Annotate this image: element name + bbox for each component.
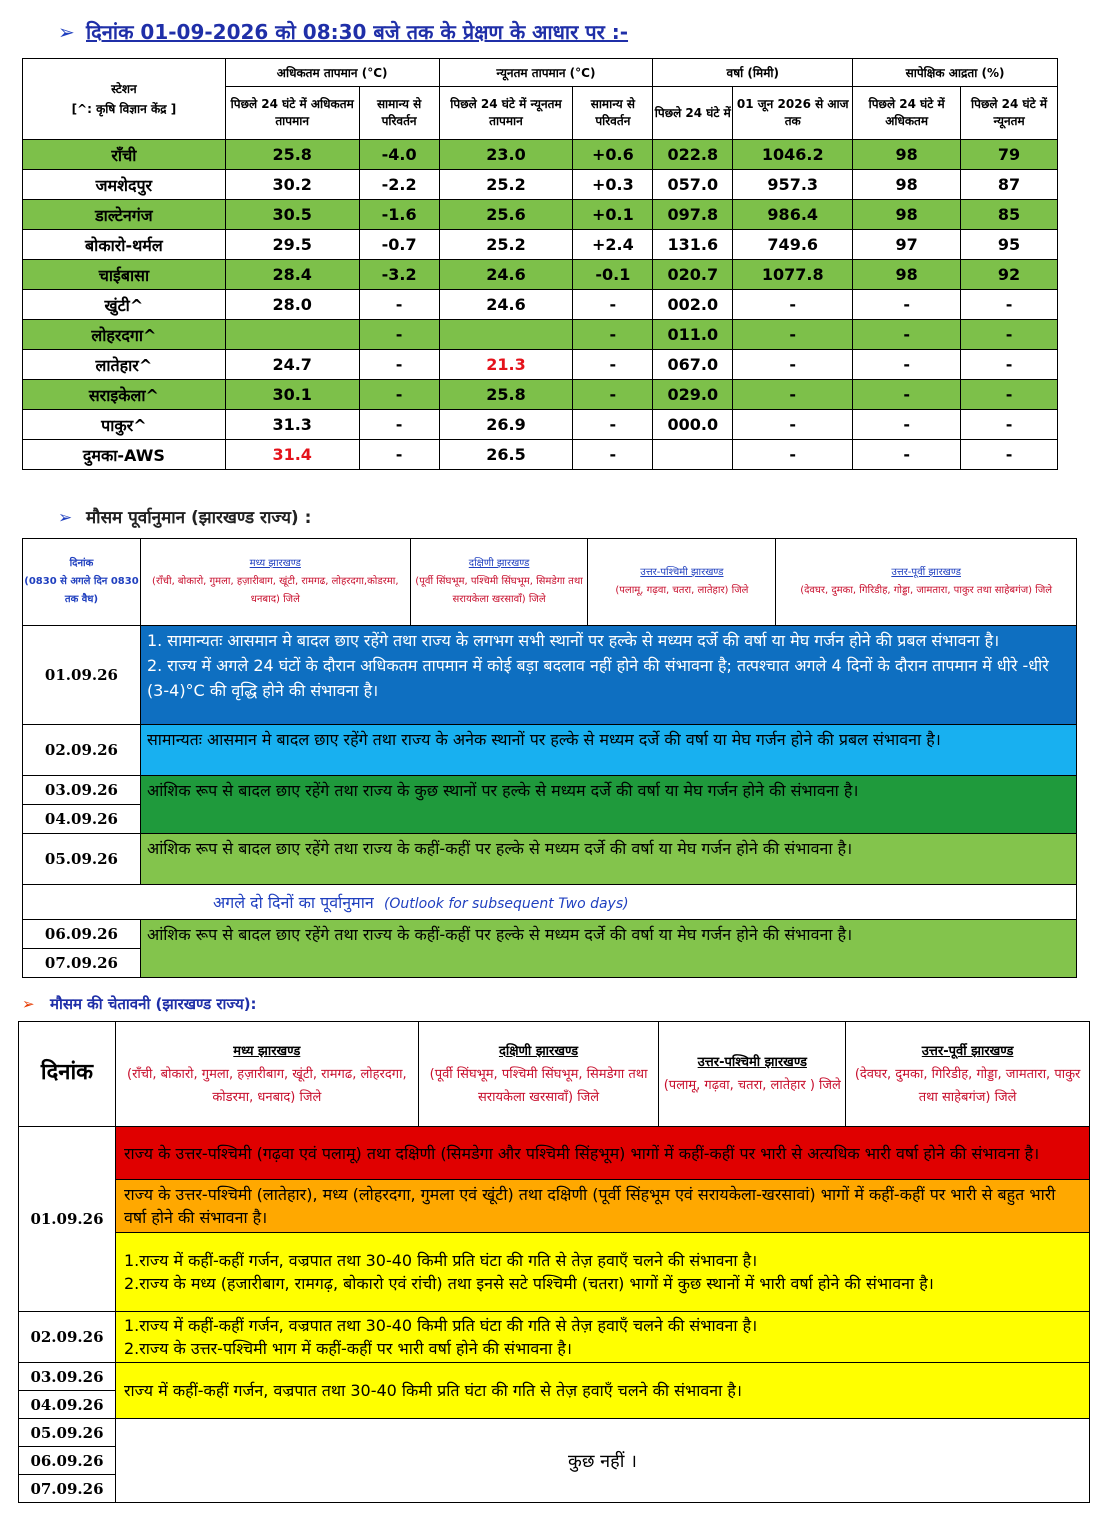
warning-region-central: मध्य झारखण्ड (राँची, बोकारो, गुमला, हज़ारीबाग, खूंटी, रामगढ, लोहरदगा, कोडरमा, धनबाद) जिले xyxy=(115,1022,418,1127)
station-row xyxy=(23,170,1058,200)
rh-max-cell: - xyxy=(853,410,961,440)
min-departure-cell: - xyxy=(573,440,653,470)
max-temp-cell: 30.2 xyxy=(225,170,359,200)
forecast-date-cell: 01.09.26 xyxy=(23,626,141,725)
min-temp-cell: 24.6 xyxy=(439,260,573,290)
max-temp-cell: 28.0 xyxy=(225,290,359,320)
warning-date-cell: 06.09.26 xyxy=(19,1447,116,1475)
max-departure-cell: - xyxy=(359,350,439,380)
rh-max-cell: - xyxy=(853,440,961,470)
forecast-date-cell: 05.09.26 xyxy=(23,834,141,885)
warning-heading: ➢ मौसम की चेतावनी (झारखण्ड राज्य): xyxy=(22,995,257,1013)
rh-max-cell: - xyxy=(853,320,961,350)
min-temp-cell: 25.6 xyxy=(439,200,573,230)
outlook-row: अगले दो दिनों का पूर्वानुमान (Outlook for subsequent Two days) xyxy=(23,885,1077,920)
max-departure-cell: -3.2 xyxy=(359,260,439,290)
station-row xyxy=(23,290,1058,320)
rh-min-cell: - xyxy=(961,320,1058,350)
warning-date-cell: 07.09.26 xyxy=(19,1475,116,1503)
rain-total-cell: - xyxy=(733,290,853,320)
min-temp-cell: 23.0 xyxy=(439,140,573,170)
rh-max-cell: 98 xyxy=(853,140,961,170)
forecast-date-cell: 06.09.26 xyxy=(23,920,141,949)
station-name-cell: पाकुर^ xyxy=(23,410,226,440)
forecast-text-cell: 1. सामान्यतः आसमान मे बादल छाए रहेंगे तथा राज्य के लगभग सभी स्थानों पर हल्के से मध्यम दर्जे की वर्षा या मेघ गर्जन होने की प्रबल संभावना है। 2. राज्य में अगले 24 घंटों के दौरान अधिकतम तापमान में कोई बड़ा बदलाव नहीं होने की संभावना है; तत्पश्चात अगले 4 दिनों के दौरान तापमान में धीरे -धीरे (3-4)°C की वृद्धि होने की संभावना है। xyxy=(140,626,1076,725)
min-departure-cell: - xyxy=(573,380,653,410)
rain-total-cell: 1077.8 xyxy=(733,260,853,290)
station-name-cell: जमशेदपुर xyxy=(23,170,226,200)
forecast-date-cell: 03.09.26 xyxy=(23,776,141,805)
station-row xyxy=(23,200,1058,230)
min-temp-group-header: न्यूनतम तापमान (°C) xyxy=(439,59,653,87)
station-name-cell: राँची xyxy=(23,140,226,170)
rh-max-cell: 98 xyxy=(853,260,961,290)
rain-24h-cell: 000.0 xyxy=(653,410,733,440)
rh-min-cell: 85 xyxy=(961,200,1058,230)
station-name-cell: बोकारो-थर्मल xyxy=(23,230,226,260)
humidity-group-header: सापेक्षिक आद्रता (%) xyxy=(853,59,1058,87)
rain-total-cell: 1046.2 xyxy=(733,140,853,170)
warning-date-header: दिनांक xyxy=(19,1022,116,1127)
min-departure-cell: +0.1 xyxy=(573,200,653,230)
warning-region-north-west: उत्तर-पश्चिमी झारखण्ड (पलामू, गढ़वा, चतरा, लातेहार ) जिले xyxy=(659,1022,846,1127)
station-row xyxy=(23,260,1058,290)
rain-total-cell: 957.3 xyxy=(733,170,853,200)
forecast-date-header: दिनांक (0830 से अगले दिन 0830 तक वैध) xyxy=(23,539,141,626)
min-temp-cell xyxy=(439,320,573,350)
rain-total-cell: - xyxy=(733,410,853,440)
min-departure-cell: - xyxy=(573,290,653,320)
min-departure-cell: -0.1 xyxy=(573,260,653,290)
max-temp-cell: 28.4 xyxy=(225,260,359,290)
min-departure-cell: +0.6 xyxy=(573,140,653,170)
min-temp-cell: 25.2 xyxy=(439,170,573,200)
warning-red-cell: राज्य के उत्तर-पश्चिमी (गढ़वा एवं पलामू) तथा दक्षिणी (सिमडेगा और पश्चिमी सिंहभूम) भागों में कहीं-कहीं पर भारी से अत्यधिक भारी वर्षा होने की संभावना है। xyxy=(115,1127,1089,1180)
warning-date-cell: 03.09.26 xyxy=(19,1363,116,1391)
subheader-rain-total: 01 जून 2026 से आज तक xyxy=(733,87,853,140)
station-name-cell: लोहरदगा^ xyxy=(23,320,226,350)
forecast-region-north-west: उत्तर-पश्चिमी झारखण्ड (पलामू, गढ़वा, चतरा, लातेहार) जिले xyxy=(588,539,776,626)
subheader-rain-24h: पिछले 24 घंटे में xyxy=(653,87,733,140)
forecast-heading: ➢ मौसम पूर्वानुमान (झारखण्ड राज्य) : xyxy=(58,508,312,528)
forecast-text-cell: सामान्यतः आसमान मे बादल छाए रहेंगे तथा राज्य के अनेक स्थानों पर हल्के से मध्यम दर्जे की वर्षा या मेघ गर्जन होने की प्रबल संभावना है। xyxy=(140,725,1076,776)
forecast-region-central: मध्य झारखण्ड (राँची, बोकारो, गुमला, हज़ारीबाग, खूंटी, रामगढ, लोहरदगा,कोडरमा, धनबाद) जिले xyxy=(140,539,410,626)
max-departure-cell: - xyxy=(359,440,439,470)
station-name-cell: सराइकेला^ xyxy=(23,380,226,410)
station-row xyxy=(23,320,1058,350)
max-temp-cell: 31.3 xyxy=(225,410,359,440)
rh-min-cell: - xyxy=(961,380,1058,410)
warning-table xyxy=(18,1021,1090,1503)
max-departure-cell: - xyxy=(359,320,439,350)
rh-max-cell: 97 xyxy=(853,230,961,260)
min-temp-cell: 26.9 xyxy=(439,410,573,440)
rain-24h-cell: 057.0 xyxy=(653,170,733,200)
station-row xyxy=(23,380,1058,410)
min-departure-cell: - xyxy=(573,320,653,350)
max-departure-cell: - xyxy=(359,410,439,440)
min-departure-cell: +0.3 xyxy=(573,170,653,200)
rain-24h-cell: 020.7 xyxy=(653,260,733,290)
forecast-date-cell: 07.09.26 xyxy=(23,949,141,978)
warning-date-cell: 02.09.26 xyxy=(19,1312,116,1363)
rain-total-cell: 986.4 xyxy=(733,200,853,230)
min-departure-cell: +2.4 xyxy=(573,230,653,260)
arrow-bullet-icon: ➢ xyxy=(58,20,75,44)
forecast-region-north-east: उत्तर-पूर्वी झारखण्ड (देवघर, दुमका, गिरिडीह, गोड्डा, जामतारा, पाकुर तथा साहेबगंज) जिले xyxy=(776,539,1077,626)
warning-date-cell: 01.09.26 xyxy=(19,1127,116,1312)
min-temp-cell: 24.6 xyxy=(439,290,573,320)
rain-24h-cell: 067.0 xyxy=(653,350,733,380)
subheader-max-temp: पिछले 24 घंटे में अधिकतम तापमान xyxy=(225,87,359,140)
rh-max-cell: - xyxy=(853,380,961,410)
min-departure-cell: - xyxy=(573,350,653,380)
max-temp-cell: 30.1 xyxy=(225,380,359,410)
rh-min-cell: 87 xyxy=(961,170,1058,200)
forecast-text-cell: आंशिक रूप से बादल छाए रहेंगे तथा राज्य के कुछ स्थानों पर हल्के से मध्यम दर्जे की वर्षा या मेघ गर्जन होने की संभावना है। xyxy=(140,776,1076,834)
subheader-rh-max: पिछले 24 घंटे में अधिकतम xyxy=(853,87,961,140)
forecast-date-cell: 02.09.26 xyxy=(23,725,141,776)
rain-total-cell: - xyxy=(733,320,853,350)
max-departure-cell: -4.0 xyxy=(359,140,439,170)
forecast-table xyxy=(22,538,1077,978)
warning-orange-cell: राज्य के उत्तर-पश्चिमी (लातेहार), मध्य (लोहरदगा, गुमला एवं खूंटी) तथा दक्षिणी (पूर्वी सिंहभूम एवं सरायकेला-खरसावां) भागों में कहीं-कहीं पर भारी से बहुत भारी वर्षा होने की संभावना है। xyxy=(115,1180,1089,1233)
forecast-region-south: दक्षिणी झारखण्ड (पूर्वी सिंघभूम, पश्चिमी सिंघभूम, सिमडेगा तथा सरायकेला खरसावाँ) जिले xyxy=(410,539,588,626)
rh-min-cell: - xyxy=(961,410,1058,440)
min-departure-cell: - xyxy=(573,410,653,440)
subheader-min-departure: सामान्य से परिवर्तन xyxy=(573,87,653,140)
rh-min-cell: 92 xyxy=(961,260,1058,290)
station-row xyxy=(23,350,1058,380)
rh-min-cell: 95 xyxy=(961,230,1058,260)
max-temp-cell: 31.4 xyxy=(225,440,359,470)
rain-24h-cell: 029.0 xyxy=(653,380,733,410)
warning-yellow-cell: 1.राज्य में कहीं-कहीं गर्जन, वज्रपात तथा 30-40 किमी प्रति घंटा की गति से तेज़ हवाएँ चलने की संभावना है। 2.राज्य के उत्तर-पश्चिमी भाग में कहीं-कहीं पर भारी वर्षा होने की संभावना है। xyxy=(115,1312,1089,1363)
rain-total-cell: - xyxy=(733,440,853,470)
warning-yellow-cell: राज्य में कहीं-कहीं गर्जन, वज्रपात तथा 30-40 किमी प्रति घंटा की गति से तेज़ हवाएँ चलने की संभावना है। xyxy=(115,1363,1089,1419)
max-departure-cell: -0.7 xyxy=(359,230,439,260)
min-temp-cell: 25.2 xyxy=(439,230,573,260)
subheader-rh-min: पिछले 24 घंटे में न्यूनतम xyxy=(961,87,1058,140)
rain-24h-cell: 131.6 xyxy=(653,230,733,260)
rh-min-cell: - xyxy=(961,440,1058,470)
rain-total-cell: 749.6 xyxy=(733,230,853,260)
station-header: स्टेशन [^: कृषि विज्ञान केंद्र ] xyxy=(23,59,226,140)
station-row xyxy=(23,140,1058,170)
min-temp-cell: 26.5 xyxy=(439,440,573,470)
rh-min-cell: 79 xyxy=(961,140,1058,170)
max-departure-cell: -2.2 xyxy=(359,170,439,200)
rain-total-cell: - xyxy=(733,350,853,380)
warning-yellow-cell: 1.राज्य में कहीं-कहीं गर्जन, वज्रपात तथा 30-40 किमी प्रति घंटा की गति से तेज़ हवाएँ चलने की संभावना है। 2.राज्य के मध्य (हजारीबाग, रामगढ़, बोकारो एवं रांची) तथा इनसे सटे पश्चिमी (चतरा) भागों में कुछ स्थानों में भारी वर्षा होने की संभावना है। xyxy=(115,1233,1089,1312)
rain-24h-cell: 002.0 xyxy=(653,290,733,320)
rain-24h-cell: 011.0 xyxy=(653,320,733,350)
warning-date-cell: 05.09.26 xyxy=(19,1419,116,1447)
warning-region-north-east: उत्तर-पूर्वी झारखण्ड (देवघर, दुमका, गिरिडीह, गोड्डा, जामतारा, पाकुर तथा साहेबगंज) जिले xyxy=(846,1022,1090,1127)
station-name-cell: खुंटी^ xyxy=(23,290,226,320)
subheader-min-temp: पिछले 24 घंटे में न्यूनतम तापमान xyxy=(439,87,573,140)
warning-date-cell: 04.09.26 xyxy=(19,1391,116,1419)
station-name-cell: चाईबासा xyxy=(23,260,226,290)
station-name-cell: डाल्टेनगंज xyxy=(23,200,226,230)
rh-min-cell: - xyxy=(961,290,1058,320)
min-temp-cell: 25.8 xyxy=(439,380,573,410)
max-departure-cell: - xyxy=(359,290,439,320)
observation-heading: ➢ दिनांक 01-09-2026 को 08:30 बजे तक के प्रेक्षण के आधार पर :- xyxy=(58,20,629,44)
station-row xyxy=(23,410,1058,440)
warning-region-south: दक्षिणी झारखण्ड (पूर्वी सिंघभूम, पश्चिमी सिंघभूम, सिमडेगा तथा सरायकेला खरसावाँ) जिले xyxy=(418,1022,659,1127)
station-row xyxy=(23,440,1058,470)
station-name-cell: दुमका-AWS xyxy=(23,440,226,470)
station-name-cell: लातेहार^ xyxy=(23,350,226,380)
rh-max-cell: 98 xyxy=(853,170,961,200)
subheader-max-departure: सामान्य से परिवर्तन xyxy=(359,87,439,140)
max-temp-cell xyxy=(225,320,359,350)
max-temp-cell: 30.5 xyxy=(225,200,359,230)
max-temp-cell: 29.5 xyxy=(225,230,359,260)
forecast-text-cell: आंशिक रूप से बादल छाए रहेंगे तथा राज्य के कहीं-कहीं पर हल्के से मध्यम दर्जे की वर्षा या मेघ गर्जन होने की संभावना है। xyxy=(140,834,1076,885)
rh-max-cell: 98 xyxy=(853,200,961,230)
max-temp-cell: 24.7 xyxy=(225,350,359,380)
rain-24h-cell: 097.8 xyxy=(653,200,733,230)
rain-total-cell: - xyxy=(733,380,853,410)
rain-24h-cell xyxy=(653,440,733,470)
rh-min-cell: - xyxy=(961,350,1058,380)
max-temp-group-header: अधिकतम तापमान (°C) xyxy=(225,59,439,87)
max-departure-cell: - xyxy=(359,380,439,410)
forecast-date-cell: 04.09.26 xyxy=(23,805,141,834)
min-temp-cell: 21.3 xyxy=(439,350,573,380)
rh-max-cell: - xyxy=(853,290,961,320)
rainfall-group-header: वर्षा (मिमी) xyxy=(653,59,853,87)
warning-none-cell: कुछ नहीं । xyxy=(115,1419,1089,1503)
observation-table xyxy=(22,58,1058,470)
rh-max-cell: - xyxy=(853,350,961,380)
forecast-text-cell: आंशिक रूप से बादल छाए रहेंगे तथा राज्य के कहीं-कहीं पर हल्के से मध्यम दर्जे की वर्षा या मेघ गर्जन होने की संभावना है। xyxy=(140,920,1076,978)
max-departure-cell: -1.6 xyxy=(359,200,439,230)
station-row xyxy=(23,230,1058,260)
arrow-bullet-icon: ➢ xyxy=(58,508,73,528)
rain-24h-cell: 022.8 xyxy=(653,140,733,170)
arrow-bullet-icon: ➢ xyxy=(22,995,35,1013)
max-temp-cell: 25.8 xyxy=(225,140,359,170)
